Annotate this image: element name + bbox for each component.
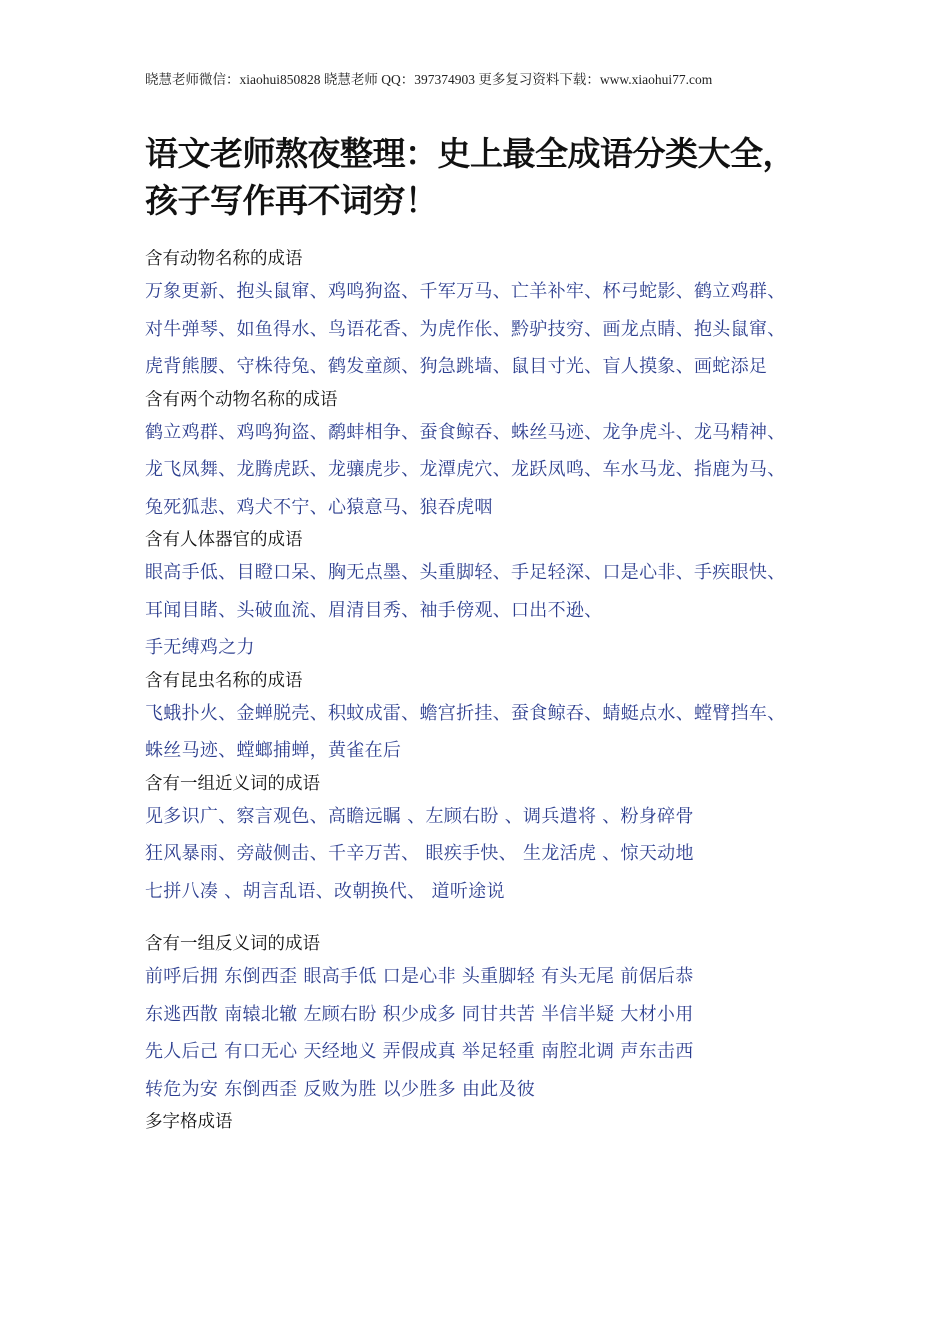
section-heading: 含有两个动物名称的成语 [145, 389, 338, 410]
idiom-line: 耳闻目睹、头破血流、眉清目秀、袖手傍观、口出不逊、 [145, 599, 603, 621]
section-insect-names [145, 667, 825, 770]
idiom-line: 龙飞凤舞、龙腾虎跃、龙骧虎步、龙潭虎穴、龙跃凤鸣、车水马龙、指鹿为马、 [145, 459, 786, 480]
idiom-line: 东逃西散 南辕北辙 左顾右盼 积少成多 同甘共苦 半信半疑 大材小用 [145, 1003, 694, 1025]
section-heading: 含有昆虫名称的成语 [145, 670, 303, 691]
idiom-line: 对牛弹琴、如鱼得水、鸟语花香、为虎作伥、黔驴技穷、画龙点睛、抱头鼠窜、 [145, 318, 786, 340]
page-title [145, 130, 825, 224]
idiom-line: 见多识广、察言观色、高瞻远瞩 、左顾右盼 、调兵遣将 、粉身碎骨 [145, 805, 694, 827]
section-two-animal-names [145, 386, 825, 527]
section-synonyms [145, 770, 825, 911]
section-body-organs [145, 526, 825, 667]
idiom-line: 前呼后拥 东倒西歪 眼高手低 口是心非 头重脚轻 有头无尾 前倨后恭 [145, 966, 694, 987]
section-heading: 多字格成语 [145, 1112, 233, 1132]
idiom-line: 兔死狐悲、鸡犬不宁、心猿意马、狼吞虎咽 [145, 496, 493, 518]
section-heading: 含有一组近义词的成语 [145, 773, 320, 794]
page-title-line-2: 孩子写作再不词穷！ [145, 181, 438, 220]
page-title-line-1: 语文老师熬夜整理：史上最全成语分类大全， [145, 134, 795, 173]
section-antonyms [145, 930, 825, 1108]
idiom-line: 手无缚鸡之力 [145, 637, 255, 658]
idiom-line: 虎背熊腰、守株待兔、鹤发童颜、狗急跳墙、鼠目寸光、盲人摸象、画蛇添足 [145, 356, 768, 377]
idiom-line: 七拼八凑 、胡言乱语、改朝换代、 道听途说 [145, 880, 505, 902]
idiom-line: 眼高手低、目瞪口呆、胸无点墨、头重脚轻、手足轻深、口是心非、手疾眼快、 [145, 562, 786, 583]
idiom-line: 先人后己 有口无心 天经地义 弄假成真 举足轻重 南腔北调 声东击西 [145, 1041, 694, 1062]
section-heading: 含有一组反义词的成语 [145, 934, 320, 954]
document-body [145, 245, 825, 1136]
page-header-contact: 晓慧老师微信：xiaohui850828 晓慧老师 QQ：397374903 更多复习资料下载：www.xiaohui77.com [145, 72, 713, 87]
section-spacer [145, 910, 825, 930]
idiom-line: 飞蛾扑火、金蝉脱壳、积蚊成雷、蟾宫折挂、蚕食鲸吞、蜻蜓点水、螳臂挡车、 [145, 702, 786, 724]
idiom-line: 蛛丝马迹、螳螂捕蝉，黄雀在后 [145, 740, 402, 761]
section-multi-character [145, 1108, 825, 1136]
idiom-line: 鹤立鸡群、鸡鸣狗盗、鹬蚌相争、蚕食鲸吞、蛛丝马迹、龙争虎斗、龙马精神、 [145, 421, 786, 443]
idiom-line: 狂风暴雨、旁敲侧击、千辛万苦、 眼疾手快、 生龙活虎 、惊天动地 [145, 843, 694, 864]
idiom-line: 转危为安 东倒西歪 反败为胜 以少胜多 由此及彼 [145, 1078, 536, 1100]
section-heading: 含有人体器官的成语 [145, 530, 303, 550]
section-animal-names [145, 245, 825, 386]
section-heading: 含有动物名称的成语 [145, 249, 303, 269]
idiom-line: 万象更新、抱头鼠窜、鸡鸣狗盗、千军万马、亡羊补牢、杯弓蛇影、鹤立鸡群、 [145, 281, 786, 302]
